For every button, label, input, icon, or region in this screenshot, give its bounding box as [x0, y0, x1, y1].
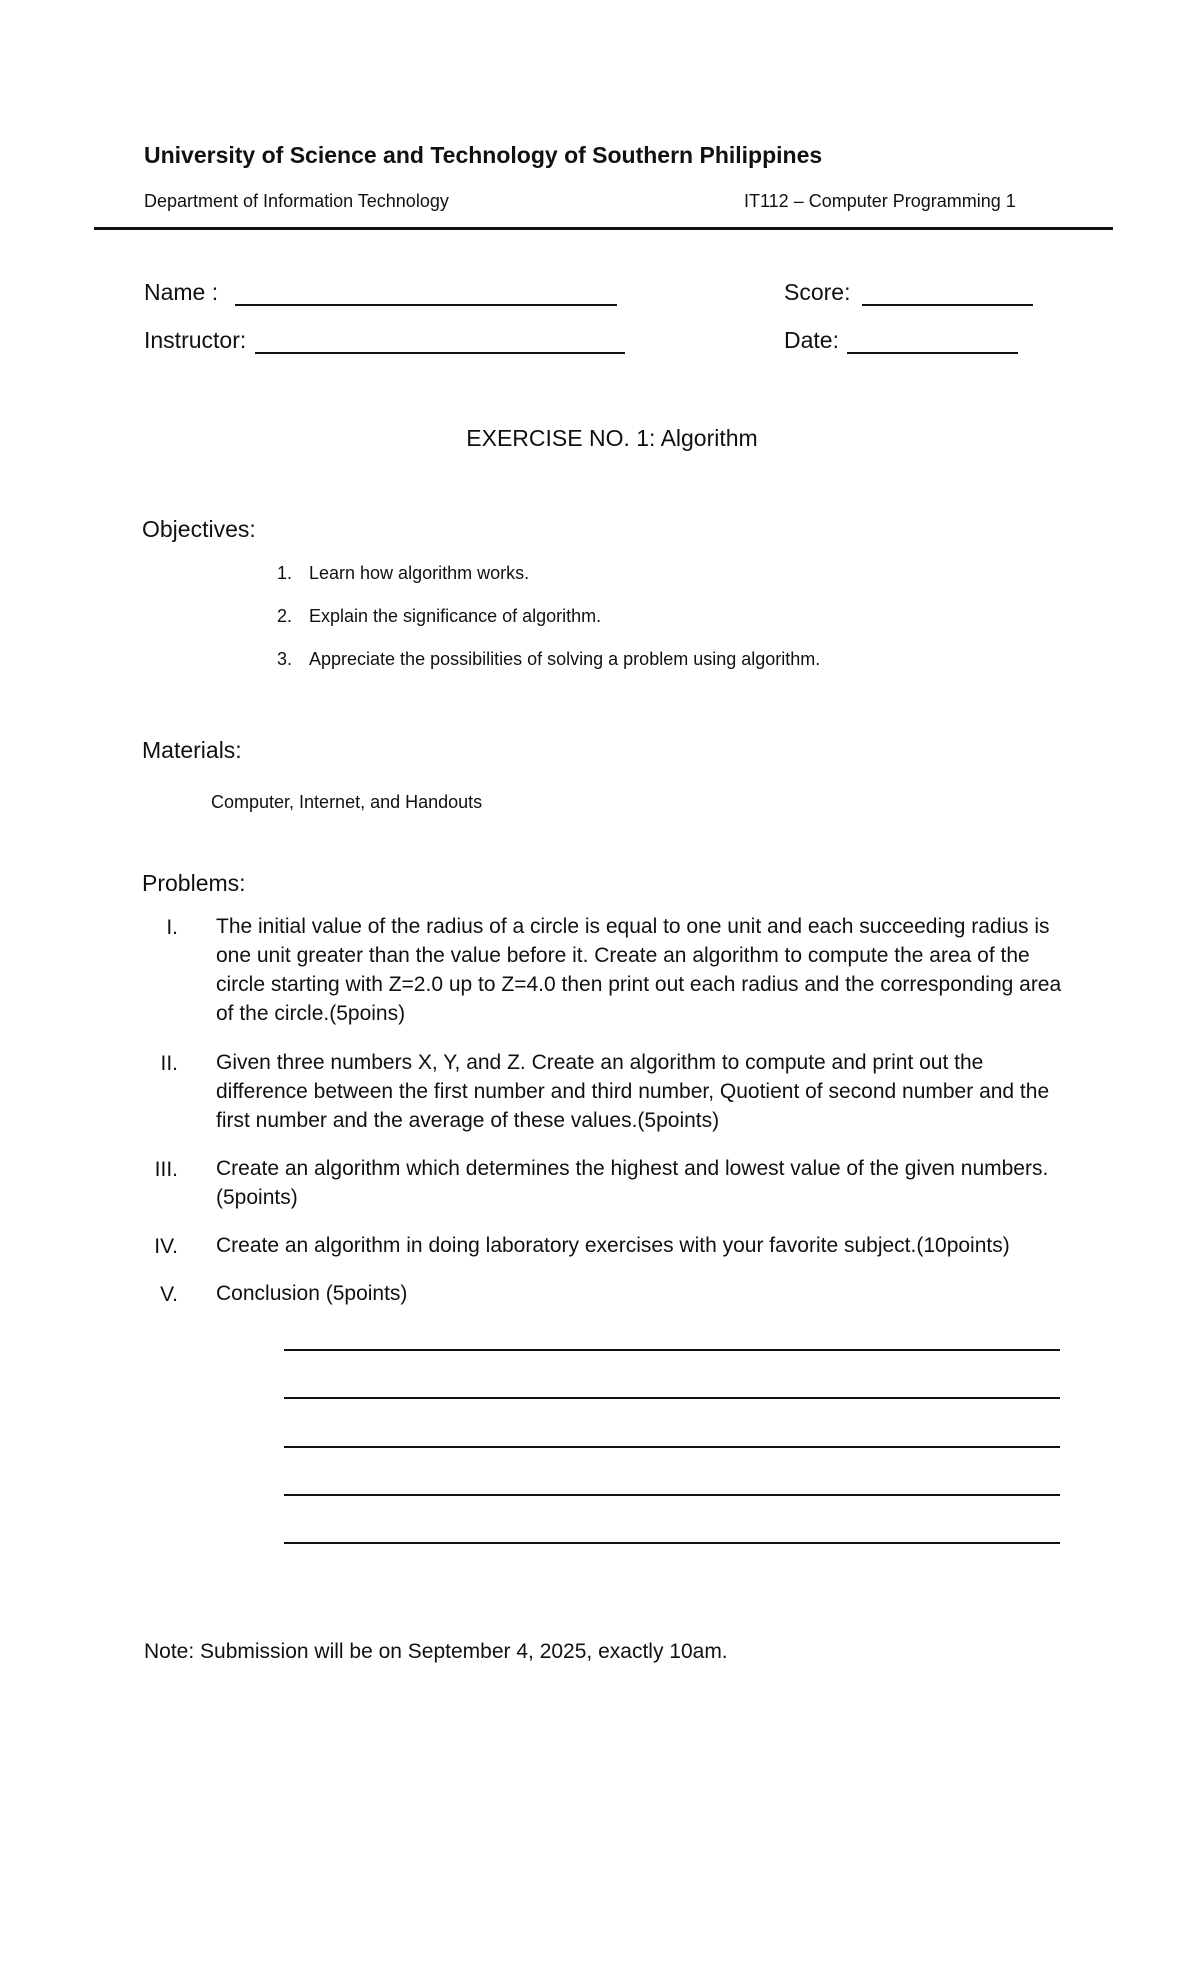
problem-text: Given three numbers X, Y, and Z. Create an algorithm to compute and print out the difference between the first number and third number, Quotient of second number and the first number and the average of these values.(5points): [216, 1051, 1050, 1132]
date-blank[interactable]: [847, 352, 1018, 354]
objective-number: 1.: [276, 563, 292, 583]
objective-number: 2.: [276, 606, 292, 626]
objective-item: Explain the significance of algorithm.: [309, 606, 602, 626]
name-blank[interactable]: [235, 304, 617, 306]
objective-item: Appreciate the possibilities of solving a problem using algorithm.: [309, 649, 821, 669]
instructor-blank[interactable]: [255, 352, 625, 354]
score-blank[interactable]: [862, 304, 1033, 306]
problem-text: Conclusion (5points): [216, 1282, 408, 1305]
objective-number: 3.: [276, 649, 292, 669]
problem-number: V.: [160, 1283, 178, 1306]
problem-text: Create an algorithm in doing laboratory exercises with your favorite subject.(10points): [216, 1234, 1010, 1257]
problem-number: III.: [154, 1158, 178, 1181]
conclusion-answer-line[interactable]: [284, 1494, 1060, 1496]
name-label: Name :: [144, 279, 219, 305]
objectives-heading: Objectives:: [142, 516, 256, 542]
date-label: Date:: [784, 327, 839, 353]
course-code: IT112 – Computer Programming 1: [744, 191, 1016, 211]
problem-number: II.: [160, 1052, 178, 1075]
conclusion-answer-line[interactable]: [284, 1542, 1060, 1544]
conclusion-answer-line[interactable]: [284, 1397, 1060, 1399]
header-divider: [94, 227, 1113, 230]
objective-item: Learn how algorithm works.: [309, 563, 530, 583]
problem-text: Create an algorithm which determines the highest and lowest value of the given numbers.(5points): [216, 1157, 1049, 1209]
score-label: Score:: [784, 279, 851, 305]
submission-note: Note: Submission will be on September 4, 2025, exactly 10am.: [144, 1640, 728, 1663]
instructor-label: Instructor:: [144, 327, 247, 353]
problems-heading: Problems:: [142, 870, 246, 896]
exercise-title: EXERCISE NO. 1: Algorithm: [466, 425, 758, 451]
materials-text: Computer, Internet, and Handouts: [211, 792, 483, 812]
conclusion-answer-line[interactable]: [284, 1349, 1060, 1351]
department-name: Department of Information Technology: [144, 191, 449, 211]
problem-number: IV.: [154, 1235, 178, 1258]
conclusion-answer-line[interactable]: [284, 1446, 1060, 1448]
university-title: University of Science and Technology of Southern Philippines: [144, 142, 823, 168]
problem-text: The initial value of the radius of a circle is equal to one unit and each succeeding radius is one unit greater than the value before it. Create an algorithm to compute the area of the circle starting with Z=2.0 up to Z=4.0 then print out each radius and the corresponding area of the circle.(5poins): [216, 915, 1062, 1025]
problem-number: I.: [166, 916, 178, 939]
materials-heading: Materials:: [142, 737, 242, 763]
